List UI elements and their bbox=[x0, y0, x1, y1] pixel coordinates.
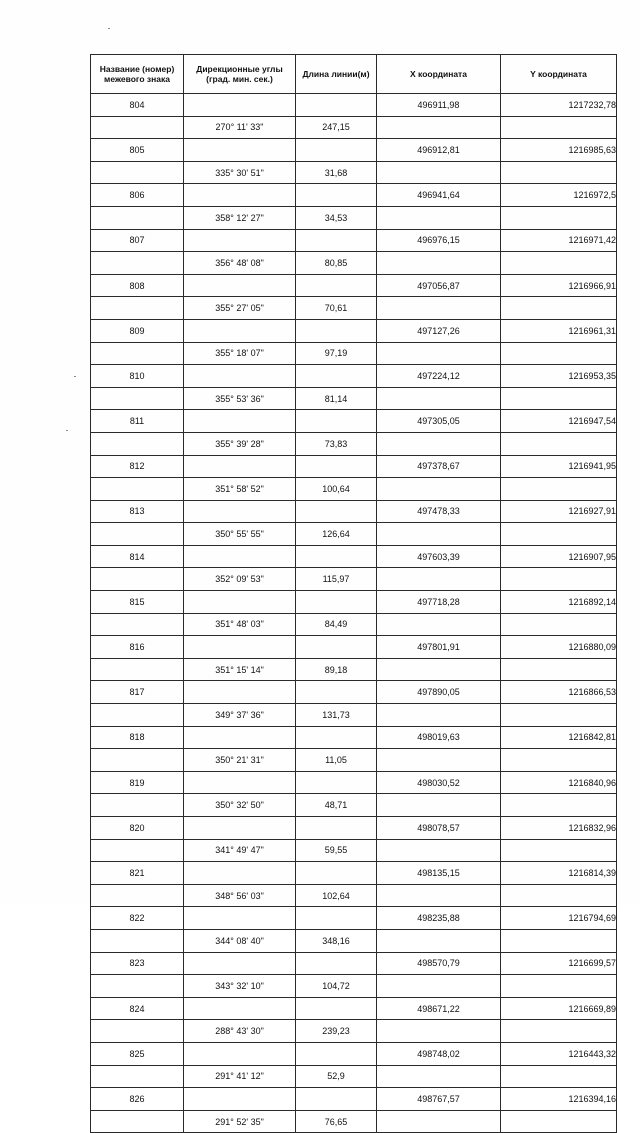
direction-angle: 341° 49' 47" bbox=[184, 839, 296, 862]
point-name: 824 bbox=[91, 997, 184, 1020]
point-row bbox=[91, 997, 617, 1020]
direction-angle: 343° 32' 10" bbox=[184, 975, 296, 998]
empty-cell bbox=[91, 342, 184, 365]
direction-angle: 355° 39' 28" bbox=[184, 432, 296, 455]
point-name: 806 bbox=[91, 184, 184, 207]
empty-cell bbox=[377, 658, 501, 681]
direction-angle: 351° 48' 03" bbox=[184, 613, 296, 636]
empty-cell bbox=[296, 229, 377, 252]
x-coordinate: 497127,26 bbox=[377, 319, 501, 342]
empty-cell bbox=[501, 1110, 617, 1133]
point-row bbox=[91, 319, 617, 342]
empty-cell bbox=[377, 568, 501, 591]
empty-cell bbox=[184, 952, 296, 975]
point-name: 805 bbox=[91, 139, 184, 162]
empty-cell bbox=[91, 704, 184, 727]
y-coordinate: 1216814,39 bbox=[501, 862, 617, 885]
empty-cell bbox=[377, 975, 501, 998]
empty-cell bbox=[91, 206, 184, 229]
segment-row bbox=[91, 297, 617, 320]
point-name: 808 bbox=[91, 274, 184, 297]
line-length: 34,53 bbox=[296, 206, 377, 229]
segment-row bbox=[91, 342, 617, 365]
direction-angle: 356° 48' 08" bbox=[184, 252, 296, 275]
header-y: Y координата bbox=[501, 55, 617, 94]
empty-cell bbox=[91, 568, 184, 591]
point-row bbox=[91, 681, 617, 704]
x-coordinate: 496941,64 bbox=[377, 184, 501, 207]
x-coordinate: 497305,05 bbox=[377, 410, 501, 433]
empty-cell bbox=[501, 432, 617, 455]
empty-cell bbox=[91, 975, 184, 998]
point-row bbox=[91, 636, 617, 659]
empty-cell bbox=[501, 387, 617, 410]
empty-cell bbox=[184, 997, 296, 1020]
point-row bbox=[91, 726, 617, 749]
line-length: 102,64 bbox=[296, 884, 377, 907]
empty-cell bbox=[91, 116, 184, 139]
segment-row bbox=[91, 1065, 617, 1088]
empty-cell bbox=[501, 206, 617, 229]
empty-cell bbox=[377, 839, 501, 862]
empty-cell bbox=[184, 274, 296, 297]
point-name: 810 bbox=[91, 365, 184, 388]
point-name: 822 bbox=[91, 907, 184, 930]
direction-angle: 355° 53' 36" bbox=[184, 387, 296, 410]
empty-cell bbox=[501, 297, 617, 320]
empty-cell bbox=[296, 817, 377, 840]
point-row bbox=[91, 862, 617, 885]
empty-cell bbox=[501, 884, 617, 907]
empty-cell bbox=[296, 726, 377, 749]
point-row bbox=[91, 94, 617, 117]
x-coordinate: 498671,22 bbox=[377, 997, 501, 1020]
empty-cell bbox=[377, 929, 501, 952]
header-x: X координата bbox=[377, 55, 501, 94]
direction-angle: 291° 41' 12" bbox=[184, 1065, 296, 1088]
empty-cell bbox=[184, 817, 296, 840]
direction-angle: 350° 32' 50" bbox=[184, 794, 296, 817]
point-row bbox=[91, 365, 617, 388]
direction-angle: 348° 56' 03" bbox=[184, 884, 296, 907]
empty-cell bbox=[501, 478, 617, 501]
empty-cell bbox=[296, 319, 377, 342]
y-coordinate: 1216966,91 bbox=[501, 274, 617, 297]
empty-cell bbox=[501, 839, 617, 862]
line-length: 59,55 bbox=[296, 839, 377, 862]
empty-cell bbox=[296, 997, 377, 1020]
line-length: 81,14 bbox=[296, 387, 377, 410]
empty-cell bbox=[501, 749, 617, 772]
line-length: 239,23 bbox=[296, 1020, 377, 1043]
point-name: 819 bbox=[91, 771, 184, 794]
empty-cell bbox=[296, 1088, 377, 1111]
point-name: 811 bbox=[91, 410, 184, 433]
segment-row bbox=[91, 929, 617, 952]
segment-row bbox=[91, 1020, 617, 1043]
empty-cell bbox=[91, 432, 184, 455]
direction-angle: 351° 15' 14" bbox=[184, 658, 296, 681]
segment-row bbox=[91, 252, 617, 275]
empty-cell bbox=[91, 1020, 184, 1043]
header-angle: Дирекционные углы (град. мин. сек.) bbox=[184, 55, 296, 94]
empty-cell bbox=[377, 1020, 501, 1043]
segment-row bbox=[91, 658, 617, 681]
direction-angle: 350° 21' 31" bbox=[184, 749, 296, 772]
empty-cell bbox=[296, 500, 377, 523]
empty-cell bbox=[91, 252, 184, 275]
empty-cell bbox=[296, 410, 377, 433]
empty-cell bbox=[184, 365, 296, 388]
segment-row bbox=[91, 116, 617, 139]
empty-cell bbox=[184, 1088, 296, 1111]
empty-cell bbox=[91, 929, 184, 952]
y-coordinate: 1216832,96 bbox=[501, 817, 617, 840]
y-coordinate: 1216985,63 bbox=[501, 139, 617, 162]
segment-row bbox=[91, 749, 617, 772]
point-row bbox=[91, 139, 617, 162]
empty-cell bbox=[501, 704, 617, 727]
empty-cell bbox=[501, 252, 617, 275]
empty-cell bbox=[501, 116, 617, 139]
table-body bbox=[91, 94, 617, 1133]
empty-cell bbox=[501, 342, 617, 365]
y-coordinate: 1216880,09 bbox=[501, 636, 617, 659]
empty-cell bbox=[296, 771, 377, 794]
empty-cell bbox=[91, 884, 184, 907]
scan-speck bbox=[66, 430, 68, 431]
line-length: 115,97 bbox=[296, 568, 377, 591]
x-coordinate: 498235,88 bbox=[377, 907, 501, 930]
line-length: 97,19 bbox=[296, 342, 377, 365]
line-length: 348,16 bbox=[296, 929, 377, 952]
point-row bbox=[91, 1088, 617, 1111]
boundary-coordinates-table bbox=[90, 54, 617, 1133]
direction-angle: 270° 11' 33" bbox=[184, 116, 296, 139]
empty-cell bbox=[501, 161, 617, 184]
line-length: 11,05 bbox=[296, 749, 377, 772]
empty-cell bbox=[501, 568, 617, 591]
empty-cell bbox=[91, 478, 184, 501]
empty-cell bbox=[501, 1065, 617, 1088]
point-row bbox=[91, 274, 617, 297]
empty-cell bbox=[377, 1110, 501, 1133]
point-row bbox=[91, 229, 617, 252]
empty-cell bbox=[296, 455, 377, 478]
empty-cell bbox=[91, 1110, 184, 1133]
x-coordinate: 498570,79 bbox=[377, 952, 501, 975]
direction-angle: 355° 18' 07" bbox=[184, 342, 296, 365]
line-length: 247,15 bbox=[296, 116, 377, 139]
point-name: 823 bbox=[91, 952, 184, 975]
segment-row bbox=[91, 975, 617, 998]
empty-cell bbox=[184, 94, 296, 117]
line-length: 76,65 bbox=[296, 1110, 377, 1133]
empty-cell bbox=[296, 862, 377, 885]
segment-row bbox=[91, 478, 617, 501]
x-coordinate: 498748,02 bbox=[377, 1042, 501, 1065]
empty-cell bbox=[377, 478, 501, 501]
empty-cell bbox=[377, 342, 501, 365]
y-coordinate: 1216892,14 bbox=[501, 591, 617, 614]
direction-angle: 358° 12' 27" bbox=[184, 206, 296, 229]
empty-cell bbox=[501, 658, 617, 681]
point-name: 816 bbox=[91, 636, 184, 659]
direction-angle: 288° 43' 30" bbox=[184, 1020, 296, 1043]
empty-cell bbox=[184, 1042, 296, 1065]
line-length: 89,18 bbox=[296, 658, 377, 681]
direction-angle: 352° 09' 53" bbox=[184, 568, 296, 591]
empty-cell bbox=[91, 523, 184, 546]
line-length: 48,71 bbox=[296, 794, 377, 817]
empty-cell bbox=[377, 749, 501, 772]
empty-cell bbox=[296, 545, 377, 568]
x-coordinate: 498078,57 bbox=[377, 817, 501, 840]
empty-cell bbox=[377, 161, 501, 184]
point-name: 818 bbox=[91, 726, 184, 749]
segment-row bbox=[91, 839, 617, 862]
empty-cell bbox=[377, 387, 501, 410]
scan-speck bbox=[74, 376, 76, 377]
empty-cell bbox=[501, 613, 617, 636]
empty-cell bbox=[184, 184, 296, 207]
line-length: 131,73 bbox=[296, 704, 377, 727]
segment-row bbox=[91, 161, 617, 184]
x-coordinate: 497056,87 bbox=[377, 274, 501, 297]
empty-cell bbox=[91, 794, 184, 817]
empty-cell bbox=[184, 726, 296, 749]
point-row bbox=[91, 545, 617, 568]
x-coordinate: 497890,05 bbox=[377, 681, 501, 704]
y-coordinate: 1216941,95 bbox=[501, 455, 617, 478]
empty-cell bbox=[501, 929, 617, 952]
point-name: 809 bbox=[91, 319, 184, 342]
x-coordinate: 498767,57 bbox=[377, 1088, 501, 1111]
segment-row bbox=[91, 1110, 617, 1133]
empty-cell bbox=[184, 591, 296, 614]
point-name: 826 bbox=[91, 1088, 184, 1111]
point-row bbox=[91, 907, 617, 930]
empty-cell bbox=[296, 591, 377, 614]
y-coordinate: 1216842,81 bbox=[501, 726, 617, 749]
empty-cell bbox=[184, 455, 296, 478]
empty-cell bbox=[184, 771, 296, 794]
y-coordinate: 1216669,89 bbox=[501, 997, 617, 1020]
line-length: 84,49 bbox=[296, 613, 377, 636]
point-row bbox=[91, 1042, 617, 1065]
empty-cell bbox=[377, 613, 501, 636]
empty-cell bbox=[184, 410, 296, 433]
y-coordinate: 1216947,54 bbox=[501, 410, 617, 433]
segment-row bbox=[91, 704, 617, 727]
empty-cell bbox=[377, 252, 501, 275]
scan-speck bbox=[108, 28, 110, 29]
line-length: 104,72 bbox=[296, 975, 377, 998]
empty-cell bbox=[296, 1042, 377, 1065]
empty-cell bbox=[91, 297, 184, 320]
segment-row bbox=[91, 387, 617, 410]
y-coordinate: 1216971,42 bbox=[501, 229, 617, 252]
y-coordinate: 1216443,32 bbox=[501, 1042, 617, 1065]
line-length: 80,85 bbox=[296, 252, 377, 275]
y-coordinate: 1216394,16 bbox=[501, 1088, 617, 1111]
direction-angle: 351° 58' 52" bbox=[184, 478, 296, 501]
segment-row bbox=[91, 794, 617, 817]
y-coordinate: 1216866,53 bbox=[501, 681, 617, 704]
point-name: 820 bbox=[91, 817, 184, 840]
x-coordinate: 498030,52 bbox=[377, 771, 501, 794]
empty-cell bbox=[296, 952, 377, 975]
point-row bbox=[91, 410, 617, 433]
empty-cell bbox=[184, 862, 296, 885]
point-name: 813 bbox=[91, 500, 184, 523]
segment-row bbox=[91, 523, 617, 546]
line-length: 126,64 bbox=[296, 523, 377, 546]
empty-cell bbox=[501, 1020, 617, 1043]
line-length: 70,61 bbox=[296, 297, 377, 320]
empty-cell bbox=[377, 523, 501, 546]
empty-cell bbox=[296, 139, 377, 162]
point-row bbox=[91, 591, 617, 614]
empty-cell bbox=[377, 704, 501, 727]
y-coordinate: 1216961,31 bbox=[501, 319, 617, 342]
segment-row bbox=[91, 432, 617, 455]
x-coordinate: 496912,81 bbox=[377, 139, 501, 162]
empty-cell bbox=[296, 681, 377, 704]
segment-row bbox=[91, 884, 617, 907]
empty-cell bbox=[91, 839, 184, 862]
empty-cell bbox=[377, 116, 501, 139]
empty-cell bbox=[377, 432, 501, 455]
empty-cell bbox=[296, 94, 377, 117]
x-coordinate: 497378,67 bbox=[377, 455, 501, 478]
empty-cell bbox=[501, 975, 617, 998]
point-name: 825 bbox=[91, 1042, 184, 1065]
empty-cell bbox=[91, 387, 184, 410]
empty-cell bbox=[377, 297, 501, 320]
direction-angle: 335° 30' 51" bbox=[184, 161, 296, 184]
empty-cell bbox=[184, 139, 296, 162]
empty-cell bbox=[296, 907, 377, 930]
x-coordinate: 498135,15 bbox=[377, 862, 501, 885]
empty-cell bbox=[91, 613, 184, 636]
empty-cell bbox=[184, 907, 296, 930]
line-length: 31,68 bbox=[296, 161, 377, 184]
empty-cell bbox=[91, 161, 184, 184]
y-coordinate: 1216699,57 bbox=[501, 952, 617, 975]
point-row bbox=[91, 500, 617, 523]
point-row bbox=[91, 817, 617, 840]
empty-cell bbox=[184, 636, 296, 659]
empty-cell bbox=[296, 636, 377, 659]
empty-cell bbox=[184, 229, 296, 252]
line-length: 73,83 bbox=[296, 432, 377, 455]
line-length: 100,64 bbox=[296, 478, 377, 501]
y-coordinate: 1216840,96 bbox=[501, 771, 617, 794]
header-length: Длина линии(м) bbox=[296, 55, 377, 94]
x-coordinate: 497224,12 bbox=[377, 365, 501, 388]
segment-row bbox=[91, 568, 617, 591]
empty-cell bbox=[184, 681, 296, 704]
empty-cell bbox=[296, 274, 377, 297]
direction-angle: 344° 08' 40" bbox=[184, 929, 296, 952]
header-name: Название (номер) межевого знака bbox=[91, 55, 184, 94]
x-coordinate: 497603,39 bbox=[377, 545, 501, 568]
point-name: 812 bbox=[91, 455, 184, 478]
empty-cell bbox=[184, 545, 296, 568]
x-coordinate: 497478,33 bbox=[377, 500, 501, 523]
point-name: 815 bbox=[91, 591, 184, 614]
segment-row bbox=[91, 206, 617, 229]
empty-cell bbox=[377, 794, 501, 817]
empty-cell bbox=[91, 749, 184, 772]
x-coordinate: 496911,98 bbox=[377, 94, 501, 117]
y-coordinate: 1216794,69 bbox=[501, 907, 617, 930]
y-coordinate: 1216907,95 bbox=[501, 545, 617, 568]
empty-cell bbox=[296, 184, 377, 207]
empty-cell bbox=[184, 500, 296, 523]
direction-angle: 355° 27' 05" bbox=[184, 297, 296, 320]
empty-cell bbox=[91, 1065, 184, 1088]
empty-cell bbox=[501, 794, 617, 817]
y-coordinate: 1216953,35 bbox=[501, 365, 617, 388]
direction-angle: 349° 37' 36" bbox=[184, 704, 296, 727]
empty-cell bbox=[296, 365, 377, 388]
point-name: 817 bbox=[91, 681, 184, 704]
point-row bbox=[91, 952, 617, 975]
direction-angle: 350° 55' 55" bbox=[184, 523, 296, 546]
empty-cell bbox=[184, 319, 296, 342]
empty-cell bbox=[501, 523, 617, 546]
empty-cell bbox=[91, 658, 184, 681]
point-name: 804 bbox=[91, 94, 184, 117]
direction-angle: 291° 52' 35" bbox=[184, 1110, 296, 1133]
empty-cell bbox=[377, 1065, 501, 1088]
point-row bbox=[91, 771, 617, 794]
x-coordinate: 496976,15 bbox=[377, 229, 501, 252]
line-length: 52,9 bbox=[296, 1065, 377, 1088]
point-row bbox=[91, 184, 617, 207]
point-name: 821 bbox=[91, 862, 184, 885]
empty-cell bbox=[377, 206, 501, 229]
header-row bbox=[91, 55, 617, 94]
point-row bbox=[91, 455, 617, 478]
x-coordinate: 497718,28 bbox=[377, 591, 501, 614]
x-coordinate: 498019,63 bbox=[377, 726, 501, 749]
segment-row bbox=[91, 613, 617, 636]
y-coordinate: 1216972,5 bbox=[501, 184, 617, 207]
y-coordinate: 1216927,91 bbox=[501, 500, 617, 523]
empty-cell bbox=[377, 884, 501, 907]
x-coordinate: 497801,91 bbox=[377, 636, 501, 659]
point-name: 814 bbox=[91, 545, 184, 568]
y-coordinate: 1217232,78 bbox=[501, 94, 617, 117]
point-name: 807 bbox=[91, 229, 184, 252]
